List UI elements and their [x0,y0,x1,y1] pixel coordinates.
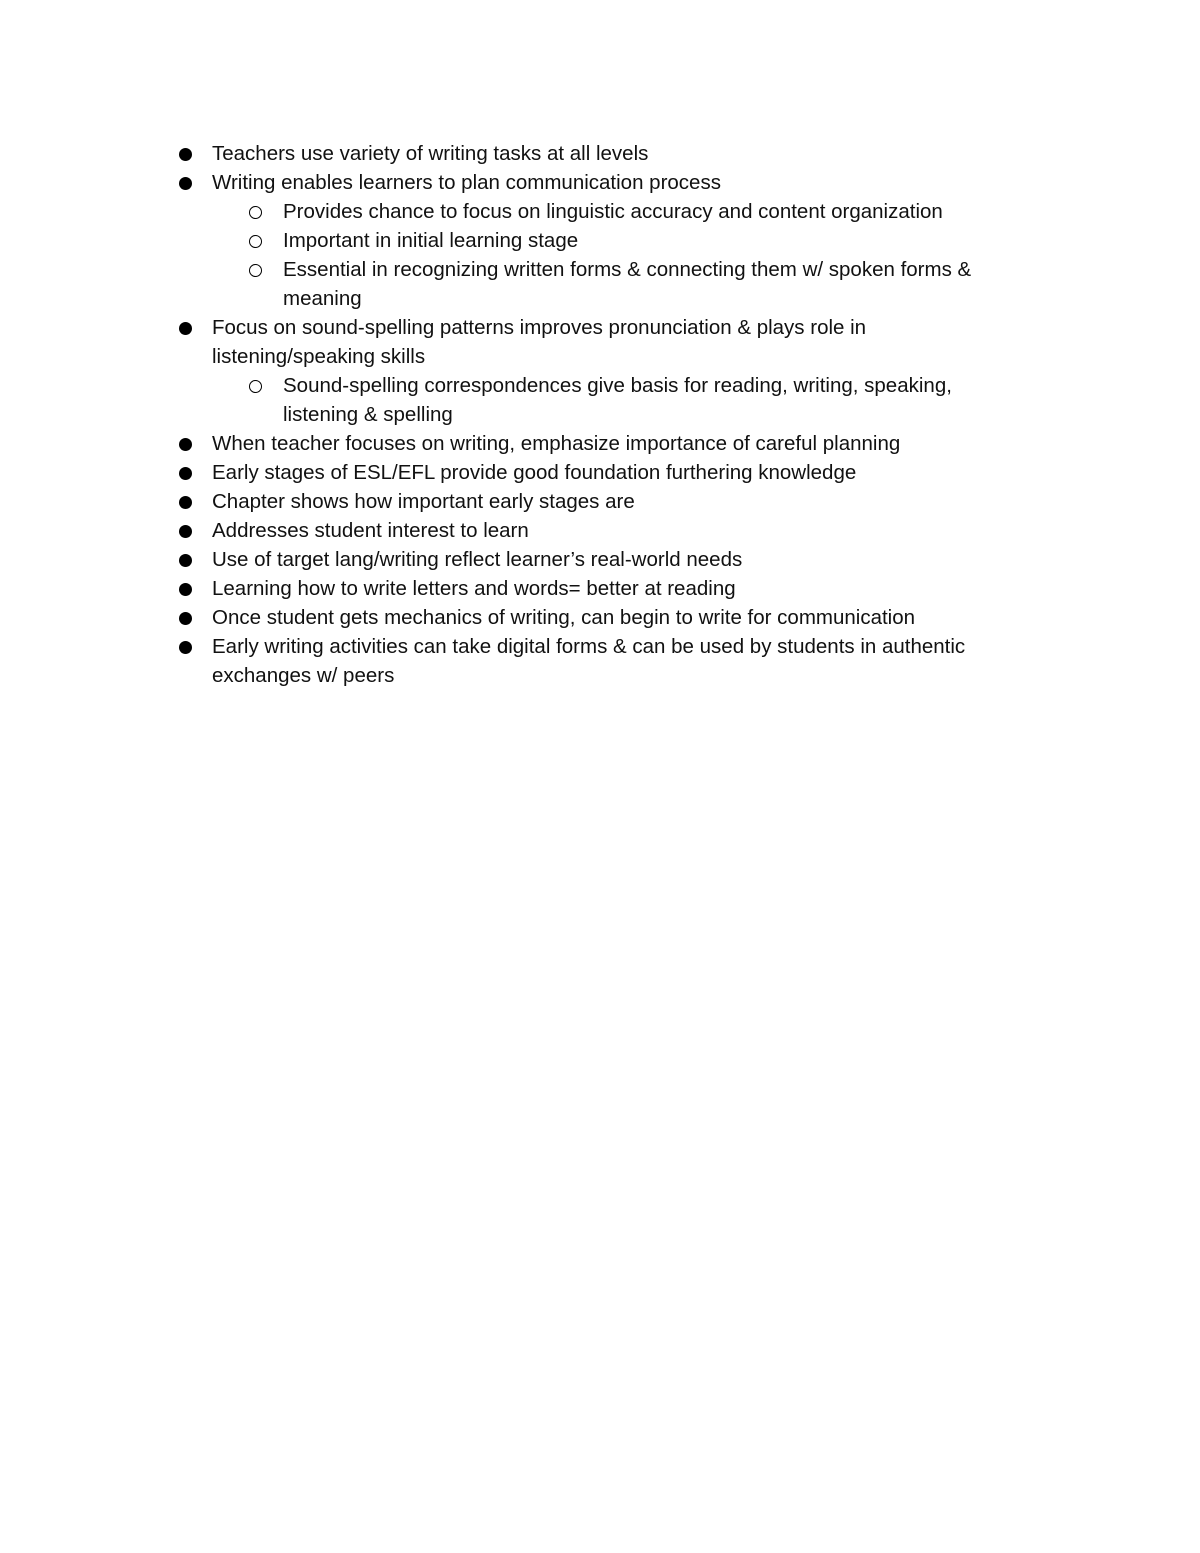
list-item-text: Use of target lang/writing reflect learner’s real-world needs [212,548,743,571]
list-item [172,313,1032,371]
list-item [172,168,1032,197]
filled-bullet-icon [179,641,192,654]
hollow-bullet-icon [249,264,262,277]
list-item [172,516,1032,545]
filled-bullet-icon [179,525,192,538]
list-item [172,603,1032,632]
list-item-text: Sound-spelling correspondences give basis for reading, writing, speaking, listening & spelling [283,374,952,426]
filled-bullet-icon [179,177,192,190]
filled-bullet-icon [179,148,192,161]
list-item-text: Early stages of ESL/EFL provide good foundation furthering knowledge [212,461,857,484]
filled-bullet-icon [179,467,192,480]
sub-list-item [243,255,1032,313]
list-item [172,458,1032,487]
list-item-text: Chapter shows how important early stages are [212,490,635,513]
filled-bullet-icon [179,554,192,567]
filled-bullet-icon [179,322,192,335]
filled-bullet-icon [179,438,192,451]
list-item [172,429,1032,458]
filled-bullet-icon [179,612,192,625]
sub-list-item [243,371,1032,429]
hollow-bullet-icon [249,206,262,219]
list-item [172,545,1032,574]
list-item-text: Once student gets mechanics of writing, can begin to write for communication [212,606,916,629]
list-item-text: Provides chance to focus on linguistic accuracy and content organization [283,200,943,223]
filled-bullet-icon [179,583,192,596]
list-item-text: Writing enables learners to plan communication process [212,171,721,194]
list-item-text: Addresses student interest to learn [212,519,529,542]
list-item-text: Teachers use variety of writing tasks at all levels [212,142,649,165]
list-item-text: Important in initial learning stage [283,229,579,252]
sub-list-item [243,197,1032,226]
list-item [172,139,1032,168]
list-item [172,487,1032,516]
list-item [172,574,1032,603]
list-item [172,632,1032,690]
list-item-text: Essential in recognizing written forms & connecting them w/ spoken forms & meaning [283,258,972,310]
hollow-bullet-icon [249,380,262,393]
hollow-bullet-icon [249,235,262,248]
sub-list-item [243,226,1032,255]
list-item-text: When teacher focuses on writing, emphasize importance of careful planning [212,432,901,455]
list-item-text: Learning how to write letters and words= better at reading [212,577,736,600]
bullet-list [172,139,1032,690]
list-item-text: Focus on sound-spelling patterns improves pronunciation & plays role in listening/speaking skills [212,316,867,368]
filled-bullet-icon [179,496,192,509]
list-item-text: Early writing activities can take digital forms & can be used by students in authentic exchanges w/ peers [212,635,966,687]
